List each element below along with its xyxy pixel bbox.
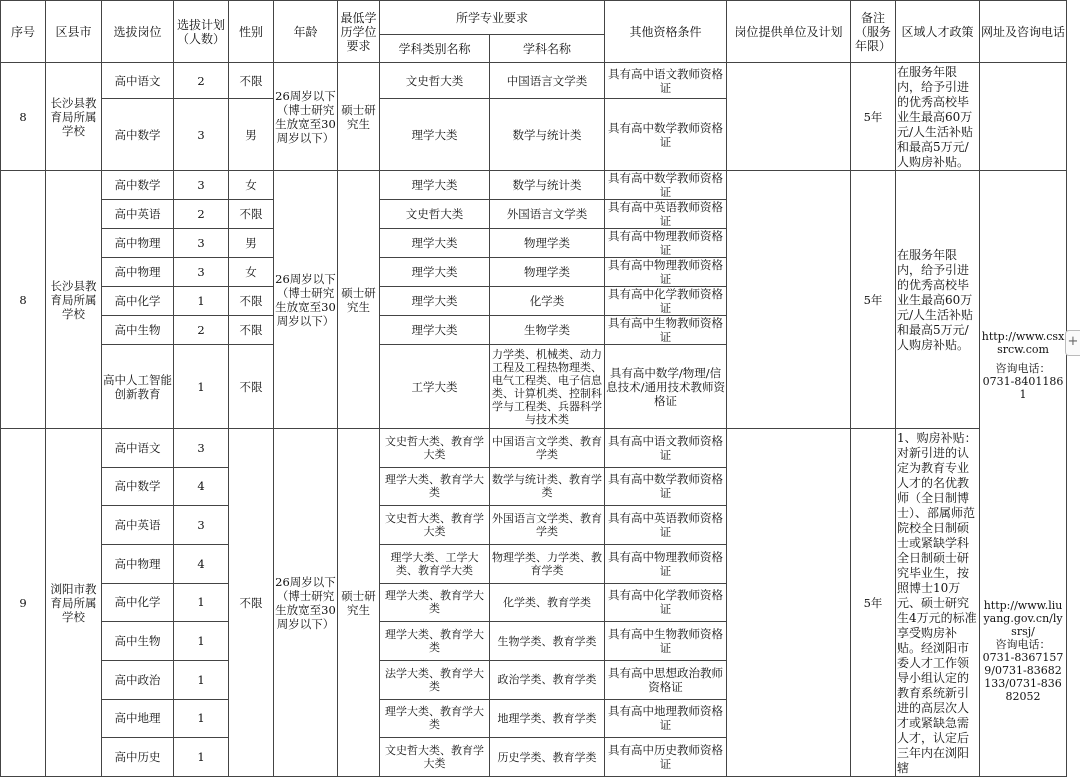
header-other-qualifications: 其他资格条件 bbox=[605, 1, 727, 63]
plan-cell: 3 bbox=[174, 506, 229, 545]
category-cell: 理学大类、教育学大类 bbox=[380, 467, 490, 506]
plan-cell: 3 bbox=[174, 229, 229, 258]
category-cell: 法学大类、教育学大类 bbox=[380, 660, 490, 699]
other-qualification-cell: 具有高中地理教师资格证 bbox=[605, 699, 727, 738]
unit-cell bbox=[727, 171, 851, 429]
position-cell: 高中人工智能创新教育 bbox=[102, 345, 174, 429]
district-cell: 长沙县教育局所属学校 bbox=[46, 63, 102, 171]
category-cell: 理学大类、教育学大类 bbox=[380, 583, 490, 622]
position-cell: 高中数学 bbox=[102, 171, 174, 200]
plan-cell: 1 bbox=[174, 738, 229, 777]
position-cell: 高中数学 bbox=[102, 99, 174, 171]
position-cell: 高中物理 bbox=[102, 544, 174, 583]
subject-cell: 数学与统计类 bbox=[490, 99, 605, 171]
other-qualification-cell: 具有高中化学教师资格证 bbox=[605, 287, 727, 316]
remark-cell: 5年 bbox=[851, 171, 896, 429]
category-cell: 理学大类、教育学大类 bbox=[380, 699, 490, 738]
remark-cell: 5年 bbox=[851, 63, 896, 171]
plan-cell: 1 bbox=[174, 660, 229, 699]
seq-cell: 8 bbox=[1, 63, 46, 171]
plan-cell: 1 bbox=[174, 287, 229, 316]
table-row bbox=[1, 429, 1067, 468]
category-cell: 理学大类、教育学大类 bbox=[380, 622, 490, 661]
header-category-name: 学科类别名称 bbox=[380, 35, 490, 63]
category-cell: 文史哲大类、教育学大类 bbox=[380, 429, 490, 468]
gender-cell: 不限 bbox=[229, 345, 274, 429]
position-cell: 高中语文 bbox=[102, 429, 174, 468]
age-cell: 26周岁以下（博士研究生放宽至30周岁以下） bbox=[274, 63, 338, 171]
plan-cell: 3 bbox=[174, 171, 229, 200]
subject-cell: 生物学类 bbox=[490, 316, 605, 345]
contact-cell bbox=[980, 63, 1067, 171]
position-cell: 高中化学 bbox=[102, 583, 174, 622]
other-qualification-cell: 具有高中思想政治教师资格证 bbox=[605, 660, 727, 699]
subject-cell: 外国语言文学类、教育学类 bbox=[490, 506, 605, 545]
plan-cell: 1 bbox=[174, 699, 229, 738]
header-degree: 最低学历学位要求 bbox=[338, 1, 380, 63]
degree-cell: 硕士研究生 bbox=[338, 63, 380, 171]
header-unit-plan: 岗位提供单位及计划 bbox=[727, 1, 851, 63]
other-qualification-cell: 具有高中化学教师资格证 bbox=[605, 583, 727, 622]
age-cell: 26周岁以下（博士研究生放宽至30周岁以下） bbox=[274, 429, 338, 777]
seq-cell: 9 bbox=[1, 429, 46, 777]
category-cell: 文史哲大类 bbox=[380, 63, 490, 99]
position-cell: 高中物理 bbox=[102, 229, 174, 258]
position-cell: 高中地理 bbox=[102, 699, 174, 738]
subject-cell: 地理学类、教育学类 bbox=[490, 699, 605, 738]
position-cell: 高中语文 bbox=[102, 63, 174, 99]
other-qualification-cell: 具有高中英语教师资格证 bbox=[605, 200, 727, 229]
plan-cell: 3 bbox=[174, 429, 229, 468]
plan-cell: 2 bbox=[174, 200, 229, 229]
plan-cell: 4 bbox=[174, 544, 229, 583]
plan-cell: 1 bbox=[174, 583, 229, 622]
other-qualification-cell: 具有高中数学教师资格证 bbox=[605, 171, 727, 200]
header-position: 选拔岗位 bbox=[102, 1, 174, 63]
other-qualification-cell: 具有高中英语教师资格证 bbox=[605, 506, 727, 545]
subject-cell: 物理学类、力学类、教育学类 bbox=[490, 544, 605, 583]
gender-cell: 不限 bbox=[229, 316, 274, 345]
subject-cell: 化学类 bbox=[490, 287, 605, 316]
position-cell: 高中物理 bbox=[102, 258, 174, 287]
position-cell: 高中数学 bbox=[102, 467, 174, 506]
header-subject-name: 学科名称 bbox=[490, 35, 605, 63]
category-cell: 工学大类 bbox=[380, 345, 490, 429]
changsha-url-link[interactable]: http://www.csxsrcw.com bbox=[981, 330, 1065, 356]
subject-cell: 中国语言文学类 bbox=[490, 63, 605, 99]
gender-cell: 不限 bbox=[229, 429, 274, 777]
header-district: 区县市 bbox=[46, 1, 102, 63]
gender-cell: 女 bbox=[229, 171, 274, 200]
other-qualification-cell: 具有高中生物教师资格证 bbox=[605, 316, 727, 345]
header-contact: 网址及咨询电话 bbox=[980, 1, 1067, 63]
header-age: 年龄 bbox=[274, 1, 338, 63]
subject-cell: 中国语言文学类、教育学类 bbox=[490, 429, 605, 468]
category-cell: 理学大类 bbox=[380, 229, 490, 258]
plan-cell: 1 bbox=[174, 345, 229, 429]
gender-cell: 不限 bbox=[229, 63, 274, 99]
category-cell: 文史哲大类 bbox=[380, 200, 490, 229]
position-cell: 高中化学 bbox=[102, 287, 174, 316]
expand-icon[interactable]: + bbox=[1065, 330, 1080, 356]
gender-cell: 不限 bbox=[229, 200, 274, 229]
district-cell: 浏阳市教育局所属学校 bbox=[46, 429, 102, 777]
gender-cell: 男 bbox=[229, 99, 274, 171]
other-qualification-cell: 具有高中生物教师资格证 bbox=[605, 622, 727, 661]
other-qualification-cell: 具有高中语文教师资格证 bbox=[605, 63, 727, 99]
other-qualification-cell: 具有高中物理教师资格证 bbox=[605, 229, 727, 258]
changsha-phone: 0731-84011861 bbox=[982, 375, 1064, 401]
seq-cell: 8 bbox=[1, 171, 46, 429]
other-qualification-cell: 具有高中语文教师资格证 bbox=[605, 429, 727, 468]
policy-cell: 在服务年限内，给予引进的优秀高校毕业生最高60万元/人生活补贴和最高5万元/人购房补贴。 bbox=[896, 171, 980, 429]
subject-cell: 数学与统计类 bbox=[490, 171, 605, 200]
liuyang-phones: 0731-83671579/0731-83682133/0731-83682052 bbox=[982, 651, 1064, 703]
category-cell: 文史哲大类、教育学大类 bbox=[380, 506, 490, 545]
position-cell: 高中生物 bbox=[102, 316, 174, 345]
header-plan: 选拔计划（人数） bbox=[174, 1, 229, 63]
contact-cell bbox=[980, 171, 1067, 777]
plan-cell: 2 bbox=[174, 63, 229, 99]
other-qualification-cell: 具有高中物理教师资格证 bbox=[605, 258, 727, 287]
position-cell: 高中历史 bbox=[102, 738, 174, 777]
position-cell: 高中英语 bbox=[102, 506, 174, 545]
subject-cell: 生物学类、教育学类 bbox=[490, 622, 605, 661]
other-qualification-cell: 具有高中数学教师资格证 bbox=[605, 467, 727, 506]
other-qualification-cell: 具有高中数学/物理/信息技术/通用技术教师资格证 bbox=[605, 345, 727, 429]
plan-cell: 3 bbox=[174, 99, 229, 171]
subject-cell: 历史学类、教育学类 bbox=[490, 738, 605, 777]
policy-cell: 1、购房补贴：对新引进的认定为教育专业人才的名优教师（全日制博士）、部属师范院校全日制硕士或紧缺学科全日制硕士研究毕业生，按照博士10万元、硕士研究生4万元的标准享受购房补贴。经浏阳市委人才工作领导小组认定的教育系统新引进的高层次人才或紧缺急需人才，认定后三年内在浏阳辖 bbox=[896, 429, 980, 777]
category-cell: 理学大类 bbox=[380, 99, 490, 171]
plan-cell: 4 bbox=[174, 467, 229, 506]
other-qualification-cell: 具有高中历史教师资格证 bbox=[605, 738, 727, 777]
other-qualification-cell: 具有高中数学教师资格证 bbox=[605, 99, 727, 171]
subject-cell: 力学类、机械类、动力工程及工程热物理类、电气工程类、电子信息类、计算机类、控制科学与工程类、兵器科学与技术类 bbox=[490, 345, 605, 429]
liuyang-phone-label: 咨询电话： bbox=[995, 638, 1051, 651]
header-major-requirement: 所学专业要求 bbox=[380, 1, 605, 35]
subject-cell: 物理学类 bbox=[490, 258, 605, 287]
subject-cell: 外国语言文学类 bbox=[490, 200, 605, 229]
subject-cell: 政治学类、教育学类 bbox=[490, 660, 605, 699]
unit-cell bbox=[727, 63, 851, 171]
header-remark: 备注（服务年限） bbox=[851, 1, 896, 63]
unit-cell bbox=[727, 429, 851, 777]
changsha-phone-label: 咨询电话： bbox=[995, 362, 1051, 375]
category-cell: 理学大类 bbox=[380, 258, 490, 287]
age-cell: 26周岁以下（博士研究生放宽至30周岁以下） bbox=[274, 171, 338, 429]
degree-cell: 硕士研究生 bbox=[338, 171, 380, 429]
gender-cell: 女 bbox=[229, 258, 274, 287]
liuyang-url-link[interactable]: http://www.liuyang.gov.cn/lysrsj/ bbox=[983, 599, 1063, 638]
header-gender: 性别 bbox=[229, 1, 274, 63]
category-cell: 理学大类、工学大类、教育学大类 bbox=[380, 544, 490, 583]
other-qualification-cell: 具有高中物理教师资格证 bbox=[605, 544, 727, 583]
subject-cell: 物理学类 bbox=[490, 229, 605, 258]
plan-cell: 2 bbox=[174, 316, 229, 345]
category-cell: 理学大类 bbox=[380, 287, 490, 316]
degree-cell: 硕士研究生 bbox=[338, 429, 380, 777]
category-cell: 理学大类 bbox=[380, 171, 490, 200]
subject-cell: 数学与统计类、教育学类 bbox=[490, 467, 605, 506]
plan-cell: 1 bbox=[174, 622, 229, 661]
district-cell: 长沙县教育局所属学校 bbox=[46, 171, 102, 429]
position-cell: 高中政治 bbox=[102, 660, 174, 699]
header-seq: 序号 bbox=[1, 1, 46, 63]
header-policy: 区域人才政策 bbox=[896, 1, 980, 63]
position-cell: 高中生物 bbox=[102, 622, 174, 661]
table-row bbox=[1, 63, 1067, 99]
plan-cell: 3 bbox=[174, 258, 229, 287]
remark-cell: 5年 bbox=[851, 429, 896, 777]
category-cell: 文史哲大类、教育学大类 bbox=[380, 738, 490, 777]
gender-cell: 不限 bbox=[229, 287, 274, 316]
category-cell: 理学大类 bbox=[380, 316, 490, 345]
table-row bbox=[1, 171, 1067, 200]
gender-cell: 男 bbox=[229, 229, 274, 258]
subject-cell: 化学类、教育学类 bbox=[490, 583, 605, 622]
position-cell: 高中英语 bbox=[102, 200, 174, 229]
policy-cell: 在服务年限内，给予引进的优秀高校毕业生最高60万元/人生活补贴和最高5万元/人购房补贴。 bbox=[896, 63, 980, 171]
